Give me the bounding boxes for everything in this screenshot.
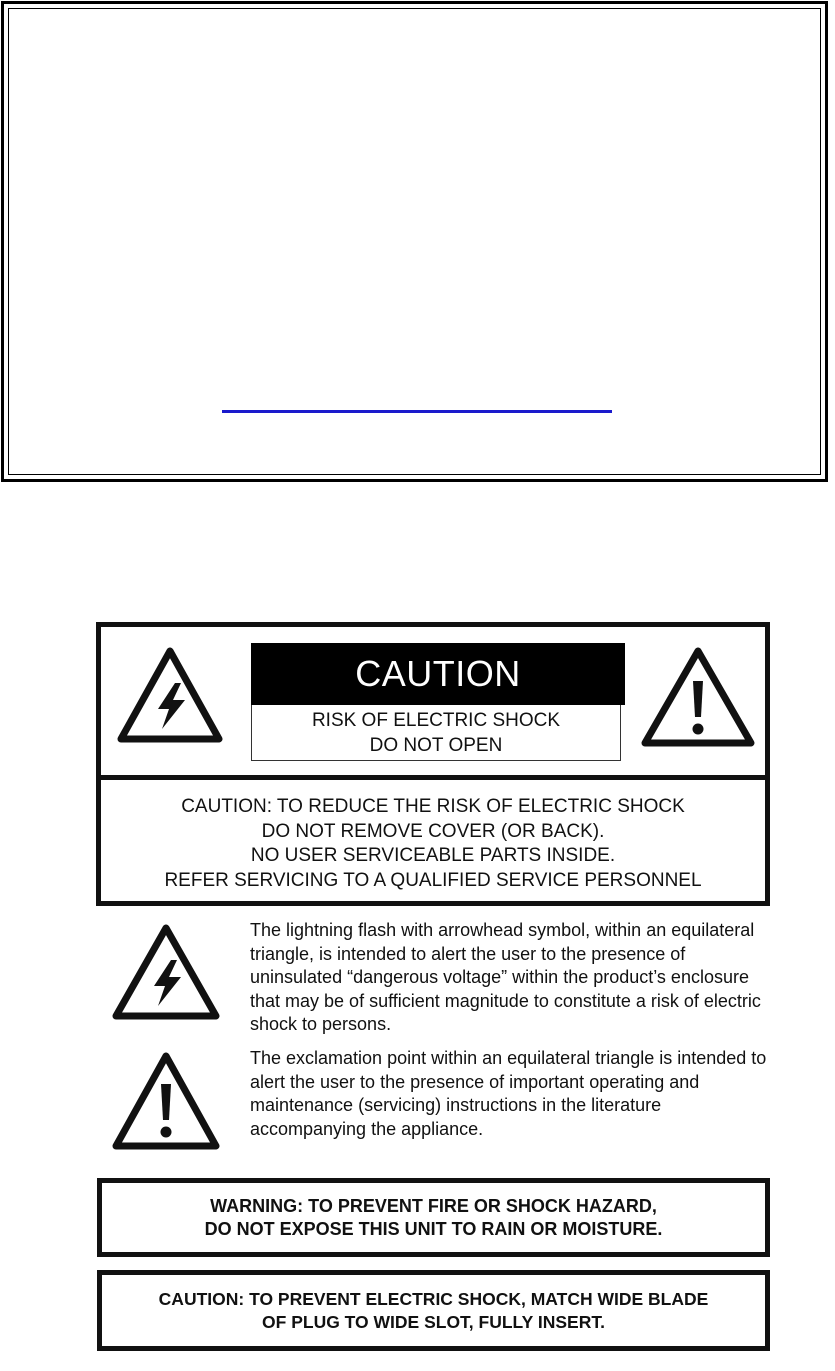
warning-line-1: WARNING: TO PREVENT FIRE OR SHOCK HAZARD,: [210, 1196, 657, 1216]
panel-divider: [101, 775, 765, 780]
caution-sub-line-2: DO NOT OPEN: [369, 735, 503, 756]
link-underline[interactable]: [222, 410, 612, 413]
panel-text-line-1: CAUTION: TO REDUCE THE RISK OF ELECTRIC SHOCK: [181, 796, 685, 817]
lightning-explanation: [250, 919, 770, 1037]
plug-caution-box: [97, 1270, 770, 1351]
caution-sub-line-1: RISK OF ELECTRIC SHOCK: [311, 710, 561, 731]
top-frame-inner-border: [8, 8, 821, 475]
warning-box: [97, 1178, 770, 1257]
exclamation-explanation-text: The exclamation point within an equilateral triangle is intended to alert the user to the presence of important operating and maintenance (servicing) instructions in the literature accompanying the appliance.: [250, 1048, 767, 1139]
lightning-triangle-icon: [110, 922, 222, 1022]
caution-sign: [251, 643, 625, 764]
plug-caution-line-1: CAUTION: TO PREVENT ELECTRIC SHOCK, MATCH WIDE BLADE: [158, 1289, 709, 1309]
exclamation-triangle-icon: [639, 645, 757, 749]
lightning-triangle-icon: [115, 645, 225, 745]
exclamation-explanation: [250, 1047, 770, 1141]
panel-text-line-3: NO USER SERVICEABLE PARTS INSIDE.: [250, 845, 616, 866]
lightning-explanation-text: The lightning flash with arrowhead symbol, within an equilateral triangle, is intended to alert the user to the presence of uninsulated “dangerous voltage” within the product’s enclosure that may be of sufficient magnitude to constitute a risk of electric shock to persons.: [250, 920, 761, 1034]
warning-line-2: DO NOT EXPOSE THIS UNIT TO RAIN OR MOISTURE.: [204, 1219, 663, 1239]
caution-subtext: [251, 705, 621, 761]
panel-text-line-4: REFER SERVICING TO A QUALIFIED SERVICE PERSONNEL: [164, 869, 702, 891]
plug-caution-line-2: OF PLUG TO WIDE SLOT, FULLY INSERT.: [262, 1312, 605, 1332]
panel-text-line-2: DO NOT REMOVE COVER (OR BACK).: [261, 820, 605, 842]
panel-caution-text: [101, 795, 765, 893]
exclamation-triangle-icon: [110, 1050, 222, 1152]
caution-heading: CAUTION: [251, 643, 625, 705]
caution-label-panel: [96, 622, 770, 906]
